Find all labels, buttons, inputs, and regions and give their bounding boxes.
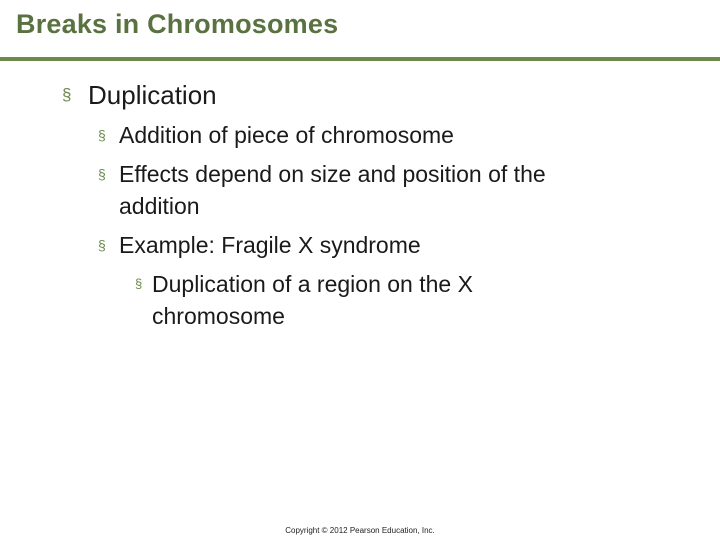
bullet-text: Addition of piece of chromosome bbox=[119, 122, 454, 148]
sub-bullet-item-example bbox=[98, 229, 598, 261]
bullet-text: Example: Fragile X syndrome bbox=[119, 232, 421, 258]
bullet-marker: § bbox=[135, 276, 143, 291]
bullet-text: Effects depend on size and position of the addition bbox=[119, 161, 546, 219]
bullet-text: Duplication bbox=[88, 80, 217, 110]
sub-bullet-item-effects bbox=[98, 158, 598, 222]
bullet-item-duplication bbox=[62, 80, 217, 110]
copyright-footer: Copyright © 2012 Pearson Education, Inc. bbox=[285, 526, 435, 535]
sub-sub-bullet-item-region bbox=[135, 268, 535, 332]
bullet-marker: § bbox=[98, 127, 106, 143]
slide-title: Breaks in Chromosomes bbox=[16, 9, 339, 39]
bullet-marker: § bbox=[98, 166, 106, 182]
sub-bullet-item-addition bbox=[98, 119, 598, 151]
title-divider bbox=[0, 57, 720, 61]
bullet-text: Duplication of a region on the X chromosome bbox=[152, 271, 473, 329]
bullet-marker: § bbox=[98, 237, 106, 253]
bullet-marker: § bbox=[62, 85, 72, 104]
